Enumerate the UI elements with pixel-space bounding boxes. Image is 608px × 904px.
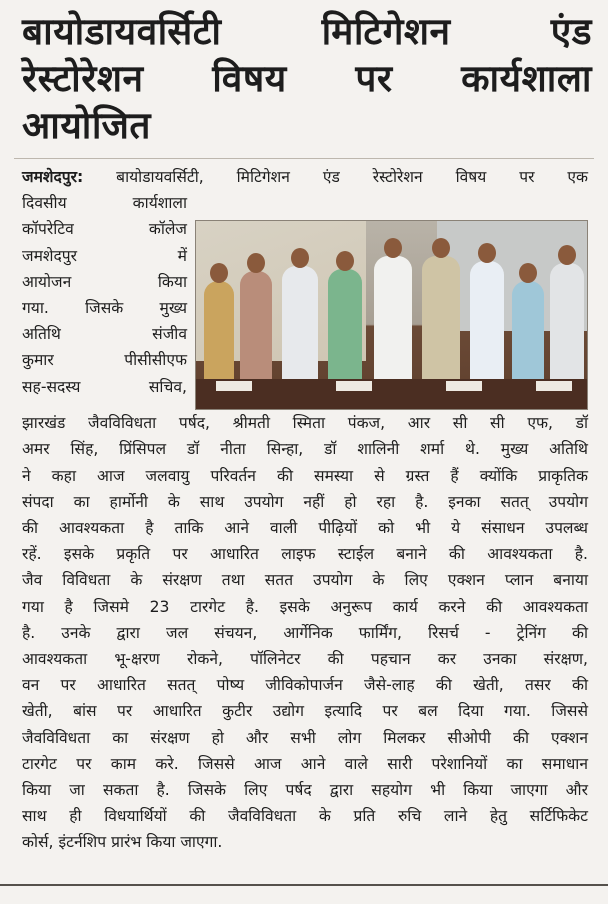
headline — [22, 8, 592, 149]
photo-person — [282, 266, 318, 391]
first-line-text: बायोडायवर्सिटी, मिटिगेशन एंड रेस्टोरेशन विषय पर एक — [116, 168, 588, 186]
body-line: साथ ही विधयार्थियों की जैवविविधता के प्रति रुचि लाने हेतु सर्टिफिकेट — [22, 807, 588, 826]
event-photo — [195, 220, 588, 410]
left-line: सह-सदस्य सचिव, — [22, 377, 187, 396]
body-line: वन पर आधारित सतत् पोष्य जीविकोपार्जन जैसे-लाह की खेती, तसर की — [22, 676, 588, 695]
body-line: रहें. इसके प्रकृति पर आधारित लाइफ स्टाईल बनाने की आवश्यकता है. — [22, 545, 588, 564]
photo-person — [328, 269, 362, 391]
article-first-line — [22, 164, 588, 190]
left-line: दिवसीय कार्यशाला — [22, 194, 187, 213]
left-line: कॉपरेटिव कॉलेज — [22, 220, 187, 239]
photo-name-card — [446, 381, 482, 391]
photo-wrap-block — [22, 190, 588, 410]
body-line: झारखंड जैवविविधता पर्षद, श्रीमती स्मिता पंकज, आर सी सी एफ, डॉ — [22, 414, 588, 433]
body-line: किया जा सकता है. जिसके लिए पर्षद द्वारा सहयोग भी किया जाएगा और — [22, 781, 588, 800]
left-line: कुमार पीसीसीएफ — [22, 351, 187, 370]
bottom-divider — [0, 884, 608, 886]
photo-person — [512, 281, 544, 391]
body-line: संपदा का हार्मोनी के साथ उपयोग नहीं हो रहा है. इनका सतत् उपयोग — [22, 492, 588, 511]
body-line: जैव विविधता के संरक्षण तथा सतत उपयोग के लिए एक्शन प्लान बनाया — [22, 571, 588, 590]
headline-line-3: आयोजित — [22, 104, 151, 147]
body-line: की आवश्यकता है ताकि आने वाली पीढ़ियों को भी ये संसाधन उपलब्ध — [22, 519, 588, 538]
photo-person — [550, 263, 584, 391]
photo-person — [470, 261, 504, 391]
body-line: टारगेट पर काम करे. जिससे आज आने वाले सारी परेशानियों का समाधान — [22, 754, 588, 773]
body-line: अमर सिंह, प्रिंसिपल डॉ नीता सिन्हा, डॉ शालिनी शर्मा थे. मुख्य अतिथि — [22, 440, 588, 459]
photo-person — [240, 271, 272, 391]
left-column-text — [22, 190, 187, 410]
photo-person — [422, 256, 460, 391]
body-line: जैवविविधता का संरक्षण हो और सभी लोग मिलकर सीओपी की एक्शन — [22, 728, 588, 747]
dateline: जमशेदपुर: — [22, 168, 84, 186]
body-line: ने कहा आज जलवायु परिवर्तन की समस्या से ग्रस्त हैं क्योंकि प्राकृतिक — [22, 466, 588, 485]
body-line: गया है जिसमे 23 टारगेट है. इसके अनुरूप कार्य करने की आवश्यकता — [22, 597, 588, 616]
photo-name-card — [336, 381, 372, 391]
photo-dais-table — [196, 379, 587, 409]
photo-person — [204, 281, 234, 391]
body-line-last: कोर्स, इंटर्नशिप प्रारंभ किया जाएगा. — [22, 833, 223, 852]
left-line: अतिथि संजीव — [22, 325, 187, 344]
body-line: आवश्यकता भू-क्षरण रोकने, पॉलिनेटर की पहचान कर उनका संरक्षण, — [22, 650, 588, 669]
headline-divider — [14, 158, 594, 159]
headline-line-1: बायोडायवर्सिटी मिटिगेशन एंड — [22, 10, 592, 53]
body-line: है. उनके द्वारा जल संचयन, आर्गेनिक फार्मिंग, रिसर्च - ट्रेनिंग की — [22, 623, 588, 642]
photo-name-card — [216, 381, 252, 391]
body-line: खेती, बांस पर आधारित कुटीर उद्योग इत्यादि पर बल दिया गया. जिससे — [22, 702, 588, 721]
left-line: जमशेदपुर में — [22, 246, 187, 265]
photo-name-card — [536, 381, 572, 391]
left-line: गया. जिसके मुख्य — [22, 299, 187, 318]
headline-line-2: रेस्टोरेशन विषय पर कार्यशाला — [22, 57, 592, 100]
photo-person — [374, 256, 412, 391]
photo-person-head — [384, 238, 402, 258]
left-line: आयोजन किया — [22, 272, 187, 291]
article-body — [22, 164, 588, 856]
